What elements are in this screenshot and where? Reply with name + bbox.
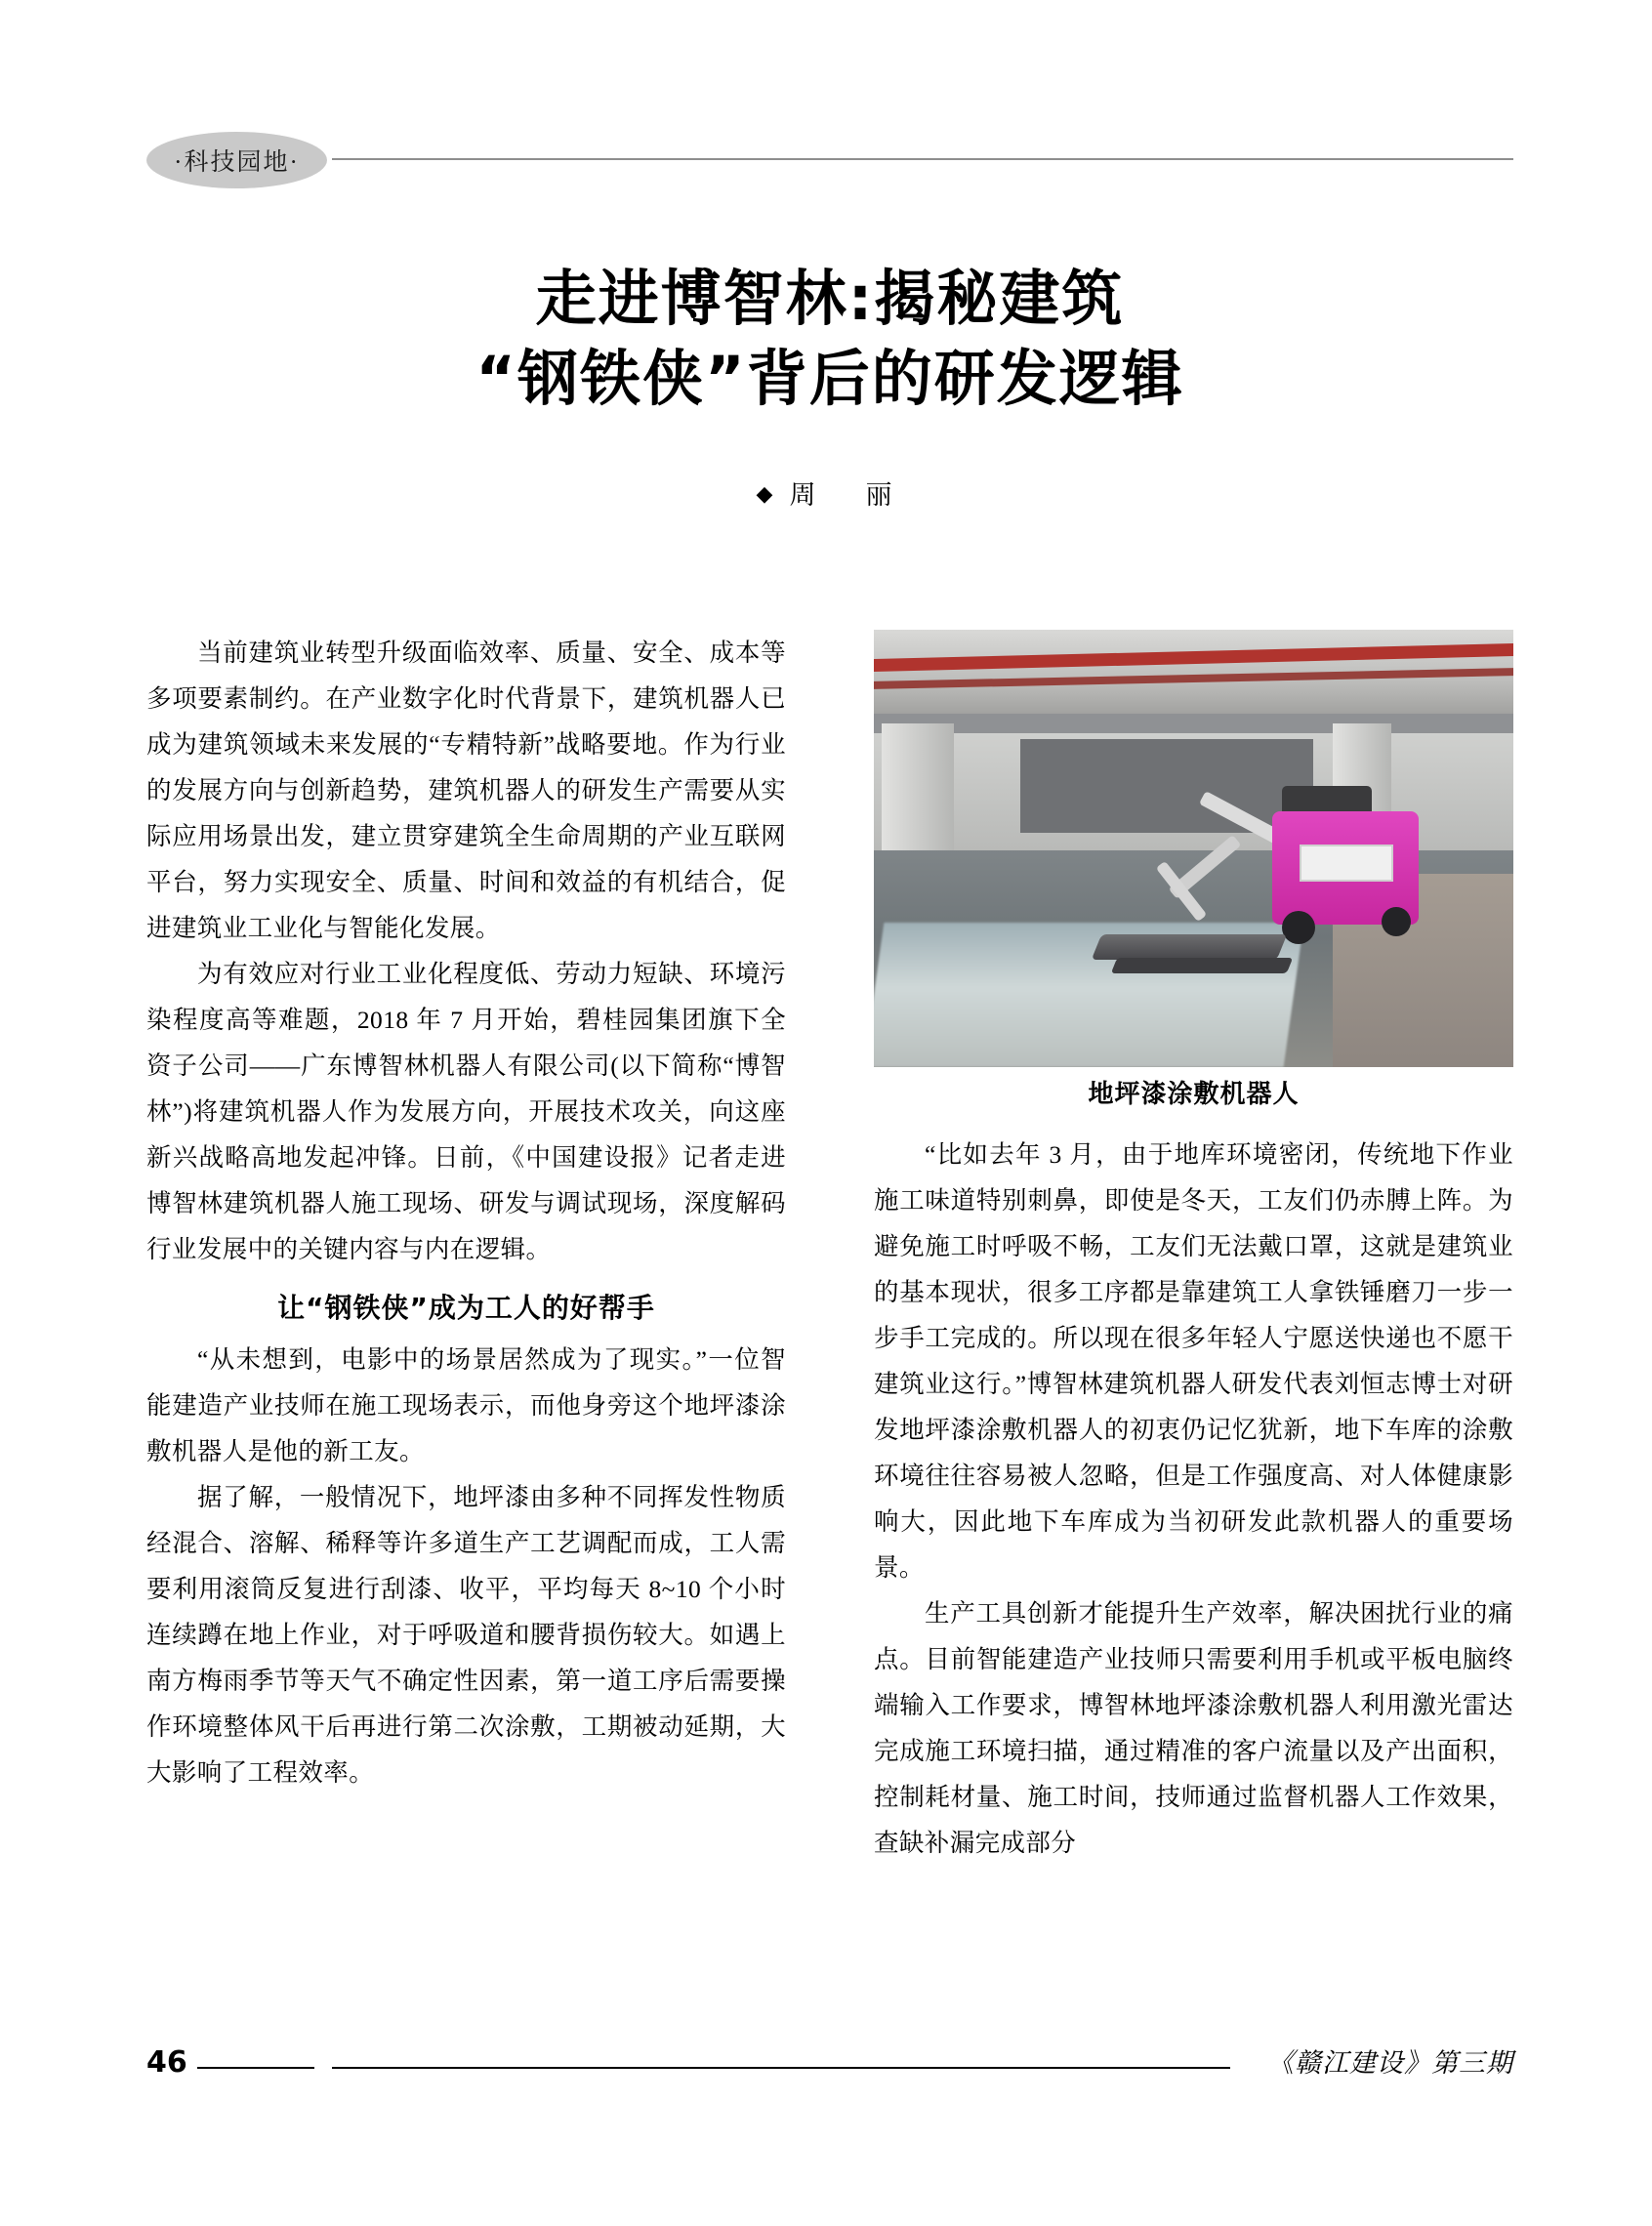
article-body: [146, 630, 1513, 2045]
publication-source: 《赣江建设》第三期: [1267, 2048, 1513, 2078]
footer-divider-left: [197, 2067, 314, 2069]
section-subheading: 让“钢铁侠”成为工人的好帮手: [277, 1292, 655, 1324]
floor-coating-robot-photo: [874, 630, 1513, 1067]
photo-robot-panel: [1300, 845, 1393, 882]
column-right: [874, 630, 1513, 2045]
paragraph: 据了解，一般情况下，地坪漆由多种不同挥发性物质经混合、溶解、稀释等许多道生产工艺调配而成，工人需要利用滚筒反复进行刮漆、收平，平均每天 8~10 个小时连续蹲在地上作业，对于呼吸道和腰背损伤较大。如遇上南方梅雨季节等天气不确定性因素，第一道工序后需要操作环境整体风干后再进行第二次涂敷，工期被动延期，大大影响了工程效率。: [146, 1483, 786, 1787]
column-left: [146, 630, 786, 2045]
page-number: 46: [146, 2045, 187, 2080]
title-block: [146, 259, 1513, 512]
figure-caption: 地坪漆涂敷机器人: [1088, 1080, 1300, 1109]
paragraph: 生产工具创新才能提升生产效率，解决困扰行业的痛点。目前智能建造产业技师只需要利用手机或平板电脑终端输入工作要求，博智林地坪漆涂敷机器人利用激光雷达完成施工环境扫描，通过精准的客户流量以及产出面积，控制耗材量、施工时间，技师通过监督机器人工作效果，查缺补漏完成部分: [874, 1599, 1513, 1857]
photo-pillar-left: [882, 723, 954, 870]
paragraph: “从未想到，电影中的场景居然成为了现实。”一位智能建造产业技师在施工现场表示，而他身旁这个地坪漆涂敷机器人是他的新工友。: [146, 1345, 786, 1465]
photo-wall-opening: [1020, 739, 1313, 833]
byline: [146, 474, 1513, 512]
paragraph: 当前建筑业转型升级面临效率、质量、安全、成本等多项要素制约。在产业数字化时代背景下，建筑机器人已成为建筑领域未来发展的“专精特新”战略要地。作为行业的发展方向与创新趋势，建筑机器人的研发生产需要从实际应用场景出发，建立贯穿建筑全生命周期的产业互联网平台，努力实现安全、质量、时间和效益的有机结合，促进建筑业工业化与智能化发展。: [146, 639, 786, 942]
author-name: 周 丽: [789, 480, 904, 510]
page-title-line-2: “钢铁侠”背后的研发逻辑: [475, 343, 1184, 414]
paragraph: “比如去年 3 月，由于地库环境密闭，传统地下作业施工味道特别刺鼻，即使是冬天，工友们仍赤膊上阵。为避免施工时呼吸不畅，工友们无法戴口罩，这就是建筑业的基本现状，很多工序都是靠建筑工人拿铁锤磨刀一步一步手工完成的。所以现在很多年轻人宁愿送快递也不愿干建筑业这行。”博智林建筑机器人研发代表刘恒志博士对研发地坪漆涂敷机器人的初衷仍记忆犹新，地下车库的涂敷环境往往容易被人忽略，但是工作强度高、对人体健康影响大，因此地下车库成为当初研发此款机器人的重要场景。: [874, 1140, 1513, 1582]
photo-robot-wheel-rear: [1382, 907, 1411, 936]
section-badge: ·科技园地·: [146, 132, 327, 188]
photo-coating-roller: [1092, 934, 1288, 960]
article-figure: [874, 630, 1513, 1122]
photo-robot-wheel-front: [1282, 911, 1315, 944]
diamond-icon: ◆: [756, 481, 776, 506]
paragraph: 为有效应对行业工业化程度低、劳动力短缺、环境污染程度高等难题，2018 年 7 月开始，碧桂园集团旗下全资子公司——广东博智林机器人有限公司(以下简称“博智林”)将建筑机器人作为发展方向，开展技术攻关，向这座新兴战略高地发起冲锋。日前，《中国建设报》记者走进博智林建筑机器人施工现场、研发与调试现场，深度解码行业发展中的关键内容与内在逻辑。: [146, 960, 786, 1263]
header-divider: [332, 158, 1513, 160]
photo-coating-roller-secondary: [1111, 958, 1293, 973]
page-header: [146, 132, 1513, 190]
page-title-line-1: 走进博智林:揭秘建筑: [535, 263, 1125, 334]
page-footer: [146, 2045, 1513, 2084]
footer-divider-right: [332, 2067, 1230, 2069]
photo-ceiling-beam: [874, 714, 1513, 733]
